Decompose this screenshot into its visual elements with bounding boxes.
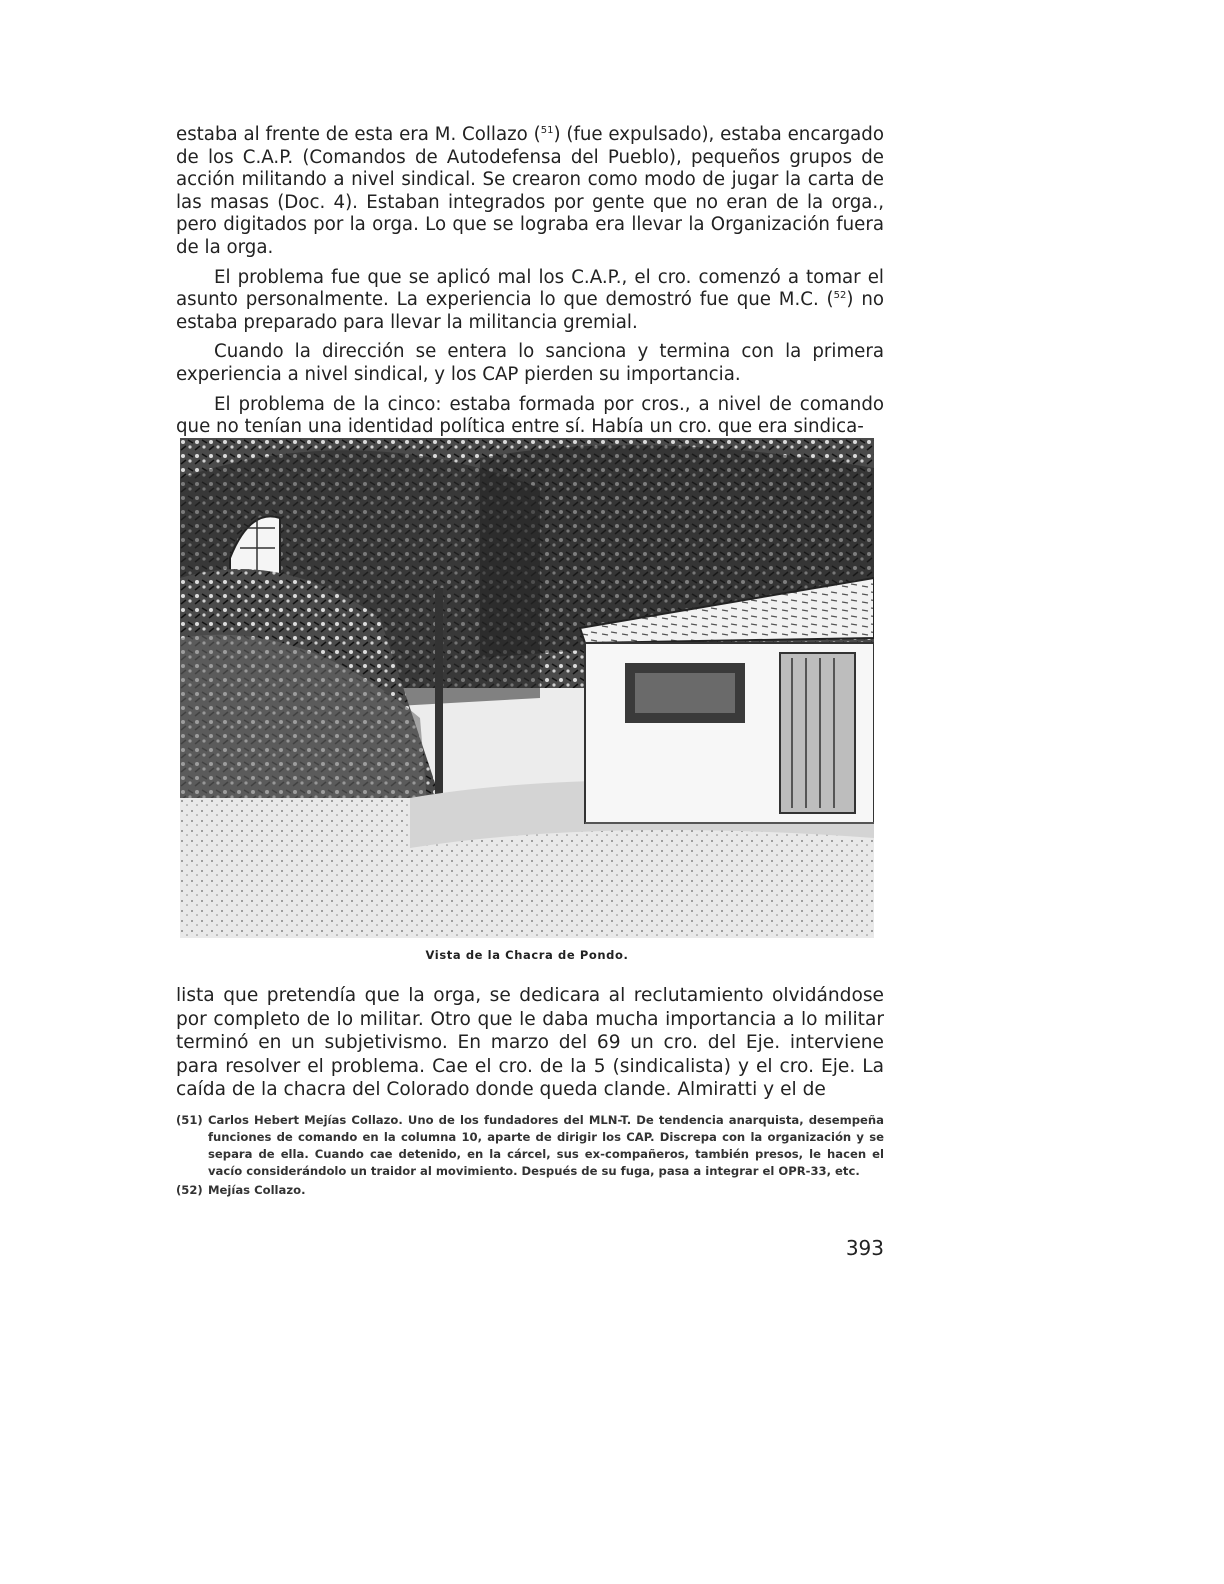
body-text-bottom (176, 984, 884, 1109)
paragraph: El problema fue que se aplicó mal los C.A.P., el cro. comenzó a tomar el asunto personalmente. La experiencia lo que demostró fue que M.C. ($^{52}$) no estaba preparado para llevar la militancia gremial. (176, 266, 884, 333)
body-text-top (176, 124, 884, 446)
footnote-text: Carlos Hebert Mejías Collazo. Uno de los fundadores del MLN-T. De tendencia anarquista, desempeña funciones de comando en la columna 10, aparte de dirigir los CAP. Discrepa con la organización y se separa de ella. Cuando cae detenido, en la cárcel, sus ex-compañeros, también presos, le hacen el vacío considerándolo un traidor al movimiento. Después de su fuga, pasa a integrar el OPR-33, etc. (208, 1113, 884, 1178)
footnote-52 (176, 1182, 884, 1199)
footnote-ref-52: 52 (833, 290, 847, 302)
footnotes (176, 1112, 884, 1201)
paragraph: Cuando la dirección se entera lo sanciona y termina con la primera experiencia a nivel sindical, y los CAP pierden su importancia. (176, 341, 884, 385)
chacra-photo (180, 438, 874, 938)
footnote-text: Mejías Collazo. (208, 1183, 306, 1197)
footnote-number: (51) (176, 1113, 203, 1127)
footnote-number: (52) (176, 1183, 203, 1197)
paragraph: lista que pretendía que la orga, se dedicara al reclutamiento olvidándose por completo de lo militar. Otro que le daba mucha importancia a lo militar terminó en un subjetivismo. En marzo del 69 un cro. del Eje. interviene para resolver el problema. Cae el cro. de la 5 (sindicalista) y el cro. Eje. La caída de la chacra del Colorado donde queda clande. Almiratti y el de (176, 985, 884, 1100)
photo-caption: Vista de la Chacra de Pondo. (425, 948, 629, 962)
footnote-ref-51: 51 (540, 124, 554, 136)
paragraph: El problema de la cinco: estaba formada por cros., a nivel de comando que no tenían una identidad política entre sí. Había un cro. que era sindica- (176, 393, 884, 438)
paragraph: estaba al frente de esta era M. Collazo ($^{51}$) (fue expulsado), estaba encargado de los C.A.P. (Comandos de Autodefensa del Pueblo), pequeños grupos de acción militando a nivel sindical. Se crearon como modo de jugar la carta de las masas (Doc. 4). Estaban integrados por gente que no eran de la orga., pero digitados por la orga. Lo que se lograba era llevar la Organización fuera de la orga. (176, 124, 884, 258)
page-number: 393 (845, 1236, 884, 1260)
footnote-51 (176, 1112, 884, 1180)
